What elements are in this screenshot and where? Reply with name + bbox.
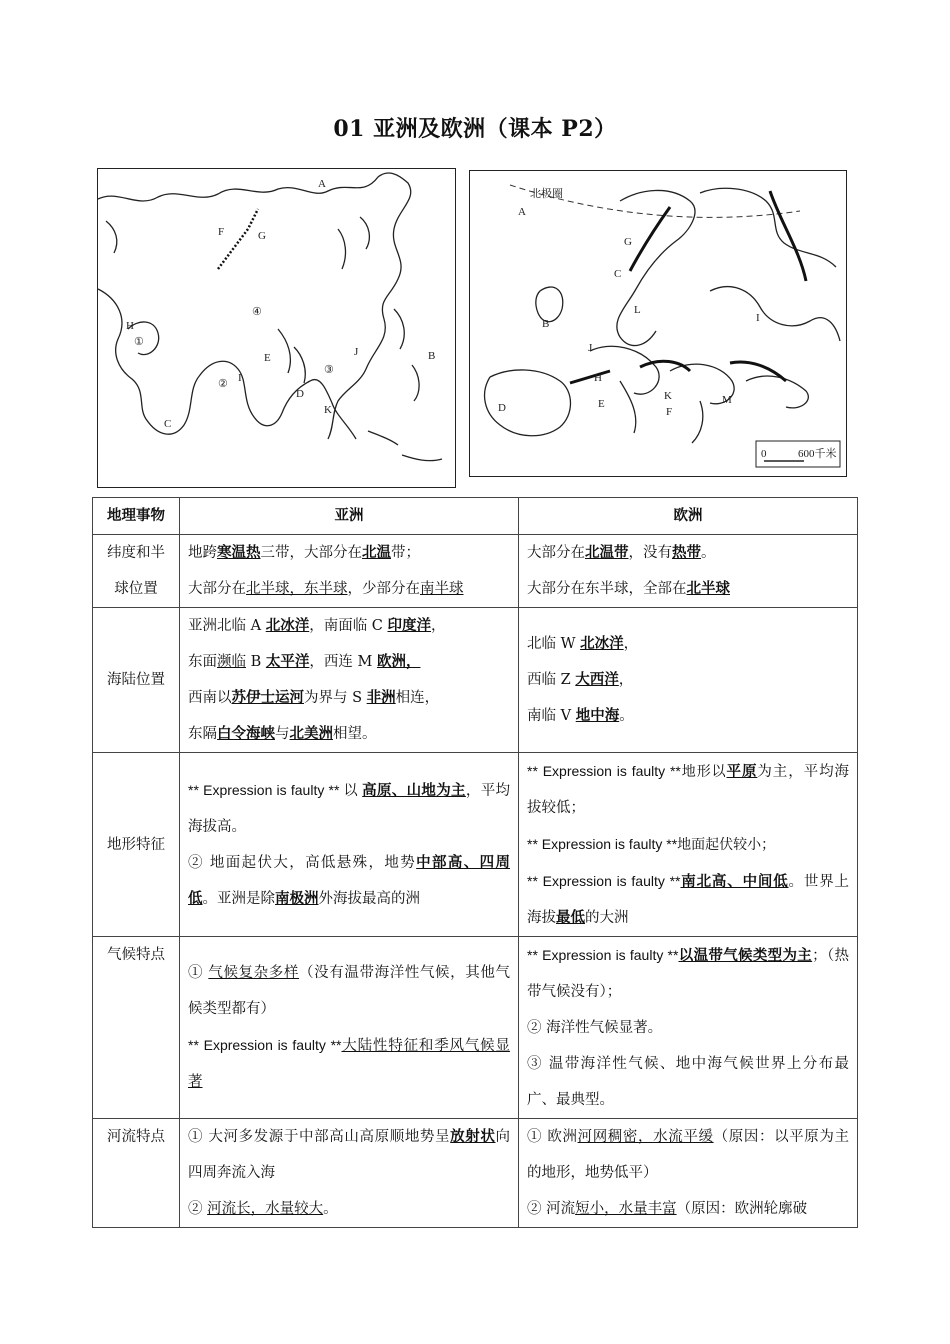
table-row xyxy=(93,1119,858,1228)
europe-map xyxy=(469,170,847,477)
row-category: 海陆位置 xyxy=(93,608,180,753)
asia-map-label: H xyxy=(126,320,134,332)
asia-map-drawing xyxy=(98,169,455,487)
europe-map-label: E xyxy=(598,398,605,410)
europe-map-label: K xyxy=(664,390,672,402)
asia-cell: 地跨寒温热三带，大部分在北温带； 大部分在北半球，东半球，少部分在南半球 xyxy=(180,535,519,608)
europe-map-label: A xyxy=(518,206,526,218)
asia-map-label: F xyxy=(218,226,225,238)
asia-map-label: ③ xyxy=(324,364,334,376)
asia-map-label: ① xyxy=(134,336,144,348)
row-category: 纬度和半 球位置 xyxy=(93,535,180,608)
europe-map-drawing xyxy=(470,171,846,476)
header-europe: 欧洲 xyxy=(519,498,858,535)
europe-map-label: M xyxy=(722,394,732,406)
asia-map-label: D xyxy=(296,388,304,400)
table-row xyxy=(93,535,858,608)
asia-cell: 亚洲北临 A 北冰洋，南面临 C 印度洋， 东面濒临 B 太平洋，西连 M 欧洲， 西南以苏伊士运河为界与 S 非洲相连， 东隔白令海峡与北美洲相望。 xyxy=(180,608,519,753)
header-category: 地理事物 xyxy=(93,498,180,535)
row-category: 河流特点 xyxy=(93,1119,180,1228)
europe-map-label: I xyxy=(756,312,760,324)
asia-map-label: ④ xyxy=(252,306,262,318)
row-category: 地形特征 xyxy=(93,753,180,937)
asia-map-label: B xyxy=(428,350,436,362)
arctic-circle-label: 北极圈 xyxy=(530,188,563,200)
europe-cell: 北临 W 北冰洋， 西临 Z 大西洋， 南临 V 地中海。 xyxy=(519,608,858,753)
europe-cell: ① 欧洲河网稠密，水流平缓（原因：以平原为主的地形，地势低平） ② 河流短小，水量丰富（原因：欧洲轮廓破 xyxy=(519,1119,858,1228)
asia-cell: ① 大河多发源于中部高山高原顺地势呈放射状向四周奔流入海 ② 河流长，水量较大。 xyxy=(180,1119,519,1228)
europe-cell: ** Expression is faulty **地形以平原为主，平均海拔较低； ** Expression is faulty **地面起伏较小； ** Expression is faulty **南北高、中间低。世界上海拔最低的大洲 xyxy=(519,753,858,937)
asia-map-label: J xyxy=(354,346,359,358)
scale-label: 600千米 xyxy=(798,448,837,460)
europe-cell: 大部分在北温带，没有热带。 大部分在东半球，全部在北半球 xyxy=(519,535,858,608)
europe-map-label: C xyxy=(614,268,622,280)
asia-map-label: ② xyxy=(218,378,228,390)
asia-map-label: E xyxy=(264,352,271,364)
europe-map-label: H xyxy=(594,372,602,384)
row-category: 气候特点 xyxy=(93,937,180,1119)
europe-map-label: G xyxy=(624,236,632,248)
europe-map-label: B xyxy=(542,318,550,330)
table-row xyxy=(93,937,858,1119)
asia-cell: ** Expression is faulty ** 以 高原、山地为主，平均海拔高。 ② 地面起伏大，高低悬殊，地势中部高、四周低。亚洲是除南极洲外海拔最高的洲 xyxy=(180,753,519,937)
asia-map-label: K xyxy=(324,404,332,416)
asia-map xyxy=(97,168,456,488)
europe-map-label: F xyxy=(666,406,673,418)
europe-map-label: L xyxy=(634,304,641,316)
table-row xyxy=(93,753,858,937)
europe-map-label: D xyxy=(498,402,506,414)
scale-zero: 0 xyxy=(761,448,767,460)
europe-cell: ** Expression is faulty **以温带气候类型为主；（热带气候没有）； ② 海洋性气候显著。 ③ 温带海洋性气候、地中海气候世界上分布最广、最典型。 xyxy=(519,937,858,1119)
table-header-row xyxy=(93,498,858,535)
header-asia: 亚洲 xyxy=(180,498,519,535)
asia-map-label: I xyxy=(238,372,242,384)
asia-map-label: C xyxy=(164,418,172,430)
europe-map-label: J xyxy=(588,342,593,354)
comparison-table xyxy=(92,497,858,1228)
asia-cell: ① 气候复杂多样（没有温带海洋性气候，其他气候类型都有） ** Expression is faulty **大陆性特征和季风气候显著 xyxy=(180,937,519,1119)
asia-map-label: A xyxy=(318,178,326,190)
table-row xyxy=(93,608,858,753)
asia-map-label: G xyxy=(258,230,266,242)
page-title: 01 亚洲及欧洲（课本 P2） xyxy=(333,116,617,142)
